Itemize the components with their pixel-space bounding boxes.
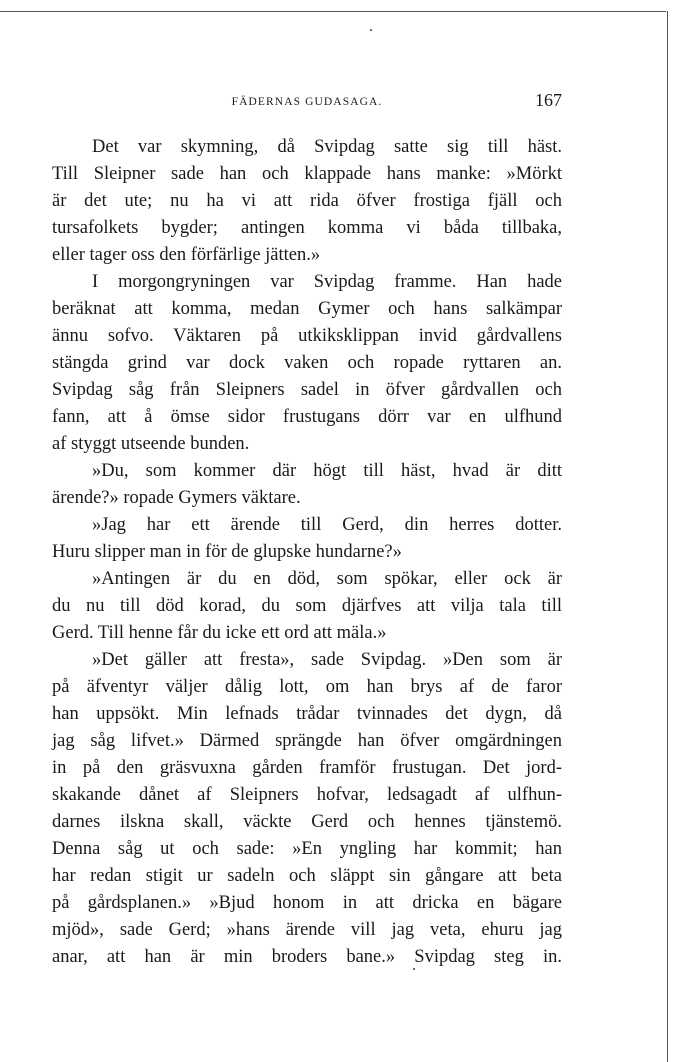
text-line: beräknat att komma, medan Gymer och hans salkämpar (52, 299, 562, 319)
text-line: skakande dånet af Sleipners hofvar, ledsagadt af ulfhun- (52, 785, 562, 805)
text-line: Till Sleipner sade han och klappade hans manke: »Mörkt (52, 164, 562, 184)
text-line: jag såg lifvet.» Därmed sprängde han öfver omgärdningen (52, 731, 562, 751)
text-line: på äfventyr väljer dålig lott, om han brys af de faror (52, 677, 562, 697)
text-line: är det ute; nu ha vi att rida öfver frostiga fjäll och (52, 191, 562, 211)
page-number: 167 (535, 90, 562, 110)
text-line: »Jag har ett ärende till Gerd, din herres dotter. (92, 515, 562, 535)
text-line: på gårdsplanen.» »Bjud honom in att dricka en bägare (52, 893, 562, 913)
text-line: darnes ilskna skall, väckte Gerd och hennes tjänstemö. (52, 812, 562, 832)
text-line: anar, att han är min broders bane.» Svipdag steg in. (52, 947, 562, 967)
text-line: af styggt utseende bunden. (52, 434, 250, 454)
text-line: stängda grind var dock vaken och ropade ryttaren an. (52, 353, 562, 373)
text-line: »Antingen är du en död, som spökar, eller ock är (92, 569, 562, 589)
page-header (52, 90, 562, 112)
text-line: Gerd. Till henne får du icke ett ord att mäla.» (52, 623, 387, 643)
text-line: Det var skymning, då Svipdag satte sig till häst. (92, 137, 562, 157)
top-border-line (0, 11, 666, 12)
text-line: du nu till död korad, du som djärfves att vilja tala till (52, 596, 562, 616)
text-line: han uppsökt. Min lefnads trådar tvinnades det dygn, då (52, 704, 562, 724)
text-line: I morgongryningen var Svipdag framme. Han hade (92, 272, 562, 292)
text-line: Svipdag såg från Sleipners sadel in öfver gårdvallen och (52, 380, 562, 400)
text-line: »Det gäller att fresta», sade Svipdag. »Den som är (92, 650, 562, 670)
text-line: ännu sofvo. Väktaren på utkiksklippan invid gårdvallens (52, 326, 562, 346)
text-line: tursafolkets bygder; antingen komma vi båda tillbaka, (52, 218, 562, 238)
text-line: »Du, som kommer där högt till häst, hvad är ditt (92, 461, 562, 481)
text-line: mjöd», sade Gerd; »hans ärende vill jag veta, ehuru jag (52, 920, 562, 940)
text-line: Denna såg ut och sade: »En yngling har kommit; han (52, 839, 562, 859)
print-speck (370, 29, 372, 31)
text-line: ärende?» ropade Gymers väktare. (52, 488, 301, 508)
right-border-line (667, 11, 668, 1062)
text-line: in på den gräsvuxna gården framför frustugan. Det jord- (52, 758, 562, 778)
text-line: har redan stigit ur sadeln och släppt sin gångare att beta (52, 866, 562, 886)
text-line: Huru slipper man in för de glupske hundarne?» (52, 542, 402, 562)
body-text (52, 134, 562, 971)
text-line: eller tager oss den förfärlige jätten.» (52, 245, 321, 265)
running-title: FÄDERNAS GUDASAGA. (231, 96, 383, 108)
text-line: fann, att å ömse sidor frustugans dörr var en ulfhund (52, 407, 562, 427)
